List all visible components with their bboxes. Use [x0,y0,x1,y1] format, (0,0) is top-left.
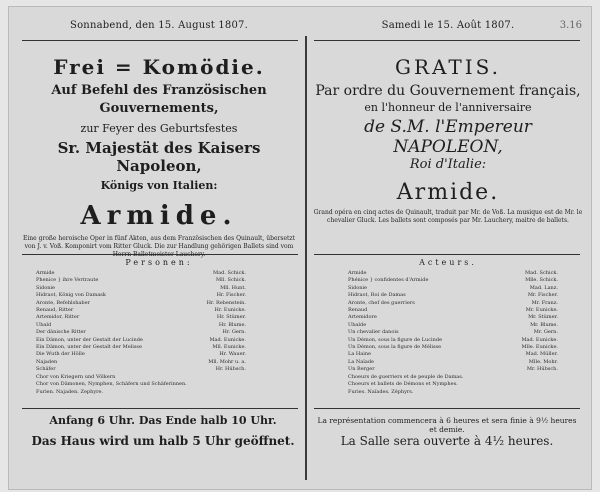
cast-row [36,300,246,307]
cast-row [348,389,558,396]
cast-actor: Mr. Stümer. [528,314,558,321]
cast-actor: Mad. Eunicke. [521,336,558,343]
cast-role: Choeurs et ballets de Démons et Nymphes. [348,381,458,388]
cast-role: Najaden [36,358,58,365]
cast-actor: Mad. Schick. [525,270,558,276]
french-description: Grand opéra en cinq actes de Quinault, traduit par Mr. de Voß. La musique est de Mr. le chevalier Gluck. Les ballets sont composés par Mr. Lauchery, maitre de ballets. [313,209,583,224]
cast-role: Armide [36,270,55,276]
margin-note: 3.16 [559,20,582,31]
cast-row [348,300,558,307]
cast-role: Aronte, chef des guerriers [348,299,415,306]
cast-actor: Mll. Hunt. [220,284,246,291]
cast-row [36,366,246,373]
german-king-line: Königs von Italien: [100,179,218,192]
cast-role: Phénice } confidentes d'Armide [348,277,429,284]
top-rule-right [314,40,580,41]
german-column [18,20,300,259]
cast-role: Un Démon, sous la figure de Lucinde [348,336,443,343]
cast-actor: Mr. Eunicke. [525,307,558,314]
cast-role: Ubald [36,321,52,328]
cast-row [348,381,558,388]
cast-actor: Mr. Gern. [533,329,558,336]
cast-role: Furien. Najaden. Zephyre. [36,388,104,395]
french-cast-heading: Acteurs. [419,258,477,267]
cast-actor: Mll. Schick. [216,277,246,284]
cast-row [36,337,246,344]
french-opera-name: Armide. [396,180,500,205]
german-order-line: Auf Befehl des Französischen Gouvernements, [51,83,267,116]
cast-role: Ein Dämon, unter der Gestalt der Lucinde [36,336,143,343]
cast-row [348,359,558,366]
playbill-page [8,6,592,490]
cast-row [348,374,558,381]
cast-actor: Mll. Mohr u. a. [208,358,246,365]
column-divider [305,36,307,480]
french-title: GRATIS. [395,55,501,79]
cast-actor: Mll. Eunicke. [212,344,246,351]
cast-row [348,337,558,344]
cast-actor: Hr. Wauer. [219,351,246,358]
cast-role: Renaud, Ritter [36,307,74,314]
french-order-line: Par ordre du Gouvernement français, [315,83,581,99]
cast-row [36,322,246,329]
cast-actor: Mr. Fischer. [527,292,558,299]
cast-actor: Mlle. Schick. [525,277,558,284]
cast-row [348,292,558,299]
cast-actor: Hr. Hübsch. [215,366,246,373]
cast-actor: Mad. Eunicke. [209,336,246,343]
cast-role: Furies. Naïades. Zéphyrs. [348,388,414,395]
german-emperor-line: Sr. Majestät des Kaisers Napoleon, [57,139,261,175]
cast-actor: Mlle. Mohr. [528,358,558,365]
footer-rule-right [314,408,580,409]
cast-role: Der dänische Ritter [36,329,86,336]
cast-role: Hidraot, Roi de Damas [348,292,406,299]
german-date: Sonnabend, den 15. August 1807. [70,20,248,31]
cast-role: Ubalde [348,321,367,328]
french-anniversary-line: en l'honneur de l'anniversaire [364,101,532,114]
french-king-line: Roi d'Italie: [409,157,487,172]
cast-actor: Hr. Fischer. [216,292,246,299]
cast-role: Aronte, Befehlshaber [36,299,90,306]
cast-row [36,329,246,336]
cast-row [348,351,558,358]
cast-actor: Hr. Stümer. [216,314,246,321]
cast-role: Schäfer [36,366,56,373]
cast-role: Die Wuth der Hölle [36,351,85,358]
cast-row [348,277,558,284]
cast-actor: Hr. Gern. [222,329,246,336]
cast-row [348,344,558,351]
cast-row [36,381,246,388]
cast-role: La Haine [348,351,372,358]
cast-role: Choeurs de guerriers et de peuple de Damas. [348,373,464,380]
cast-row [36,314,246,321]
cast-row [36,270,246,277]
cast-role: Hidraot, König von Damask [36,292,106,299]
german-opera-name: Armide. [80,201,238,231]
french-cast-list [348,270,558,396]
footer-rule-left [22,408,298,409]
german-cast-list [36,270,246,396]
cast-role: Sidonie [36,284,56,291]
cast-role: Chor von Kriegern und Völkern [36,373,116,380]
cast-actor: Mr. Hübsch. [526,366,558,373]
cast-actor: Mr. Blume. [530,321,558,328]
cast-row [36,277,246,284]
cast-role: Armide [348,270,367,276]
german-title: Frei = Komödie. [53,55,265,79]
cast-role: Renaud [348,307,368,314]
french-doors-line: La Salle sera ouverte à 4½ heures. [340,434,554,448]
cast-role: Chor von Dämonen, Nymphen, Schäfern und Schäferinnen. [36,381,187,388]
cast-row [36,359,246,366]
cast-actor: Hr. Eunicke. [214,307,246,314]
cast-actor: Mad. Lanz. [529,284,558,291]
cast-role: Un Démon, sous la figure de Mélisse [348,344,442,351]
cast-actor: Hr. Rebenstein. [206,299,246,306]
cast-row [348,285,558,292]
cast-actor: Mr. Franz. [531,299,558,306]
cast-role: La Naïade [348,358,374,365]
cast-role: Un chevalier danois [348,329,399,336]
french-time-line: La représentation commencera à 6 heures et sera finie à 9½ heures et demie. [317,416,577,434]
cast-row [36,351,246,358]
cast-role: Artemidore [348,314,377,321]
cast-role: Phenice } ihre Vertraute [36,277,99,284]
cast-row [36,389,246,396]
cast-actor: Mad. Müller. [525,351,558,358]
cast-actor: Mlle. Eunicke. [521,344,558,351]
german-cast-heading: Personen: [125,258,193,267]
french-emperor-line: de S.M. l'Empereur NAPOLEON, [364,117,532,157]
top-rule-left [22,40,298,41]
cast-role: Un Berger [348,366,375,373]
cast-row [36,374,246,381]
cast-row [36,307,246,314]
french-date: Samedi le 15. Août 1807. [381,20,515,31]
cast-row [36,285,246,292]
german-description: Eine große heroische Oper in fünf Akten, aus dem Französischen des Quinault, übersetzt von J. v. Voß. Komponirt vom Ritter Gluck. Die zur Handlung gehörigen Ballets sind vom Herrn Balletmeister Lauchery. [22,235,295,258]
german-time-line: Anfang 6 Uhr. Das Ende halb 10 Uhr. [49,414,277,427]
cast-row [36,344,246,351]
german-doors-line: Das Haus wird um halb 5 Uhr geöffnet. [31,434,295,448]
german-celebration-line: zur Feyer des Geburtsfestes [80,122,238,135]
cast-row [36,292,246,299]
cast-row [348,366,558,373]
cast-row [348,322,558,329]
cast-role: Sidonie [348,284,368,291]
cast-actor: Hr. Blume. [218,321,246,328]
cast-rule-right [314,254,580,255]
cast-role: Ein Dämon, unter der Gestalt der Melisse [36,344,142,351]
cast-row [348,329,558,336]
cast-actor: Mad. Schick. [213,270,246,276]
cast-row [348,314,558,321]
cast-row [348,307,558,314]
cast-role: Artemidor, Ritter [36,314,80,321]
